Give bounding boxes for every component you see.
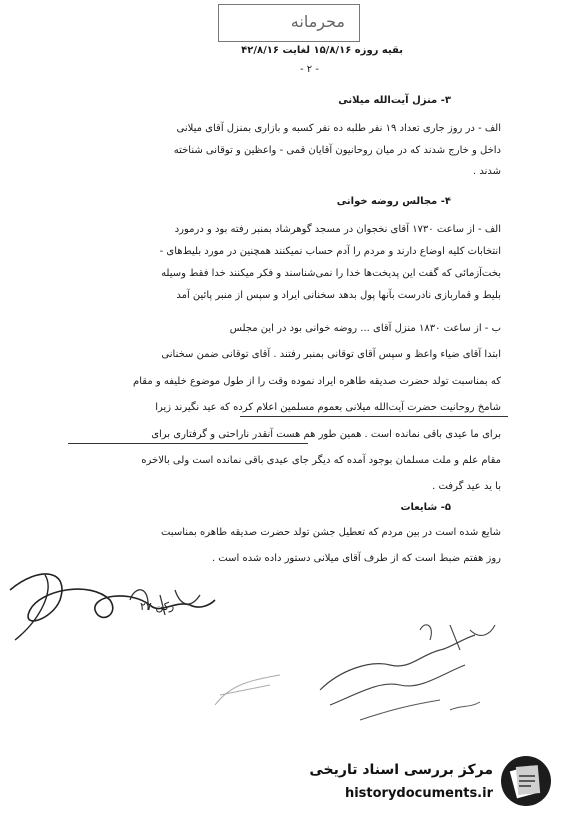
text-line: ابتدا آقای ضیاء واعظ و سپس آقای توقانی بمنبر رفتند . آقای توقانی ضمن سخنانی: [161, 349, 501, 360]
text-line: شایع شده است در بین مردم که تعطیل جشن تولد حضرت صدیقه طاهره بمناسبت: [160, 527, 501, 538]
stamp-label: محرمانه: [290, 12, 345, 31]
logo-emblem-icon: [499, 754, 553, 808]
text-line: مقام علم و ملت مسلمان بوجود آمده که دیگر جای عیدی باقی نمانده است ولی بالاخره: [141, 455, 501, 466]
section-title: ۳- منزل آیت‌الله میلانی: [338, 95, 451, 106]
signature-scribble-left: [0, 560, 230, 670]
section-title: ۴- مجالس روضه خوانی: [336, 196, 451, 207]
text-line: که بمناسبت تولد حضرت صدیقه طاهره ایراد نموده وقت را از طول موضوع خلیفه و مقام: [133, 376, 501, 387]
text-line: با ید عید گرفت .: [432, 481, 501, 492]
history-documents-logo: [275, 748, 563, 818]
text-line: بخت‌آزمائی که گفت این پدیخت‌ها خدا را نمی‌شناسند و فکر میکنند خدا فقط وسیله: [161, 268, 501, 279]
text-line: شدند .: [472, 166, 501, 177]
date-line: بقیه روزه ۱۵/۸/۱۶ لغایت ۴۲/۸/۱۶: [241, 45, 403, 56]
text-line: الف - از ساعت ۱۷۳۰ آقای نخجوان در مسجد گوهرشاد بمنبر رفته بود و درمورد: [174, 224, 501, 235]
logo-name: مرکز بررسی اسناد تاریخی: [309, 762, 493, 778]
text-line: روز هفتم ضبط است که از طرف آقای میلانی دستور داده شده است .: [211, 553, 501, 564]
handwritten-note: [300, 610, 520, 730]
text-line: برای ما عیدی باقی نمانده است . همین طور هم هست آنقدر ناراحتی و گرفتاری برای: [151, 429, 501, 440]
text-line: انتخابات کلیه اوضاع دارند و مردم را آدم حساب نمیکنند همچنین در مورد بلیط‌های -: [159, 246, 501, 257]
text-line: بلیط و قماربازی نادرست بآنها پول بدهد سخنانی ایراد و سپس از منبر پائین آمد: [176, 290, 501, 301]
underline: [68, 443, 308, 444]
text-line: شامخ روحانیت حضرت آیت‌الله میلانی بعموم مسلمین اعلام کرده که عید نگیرند زیرا: [155, 402, 501, 413]
faint-mark: [210, 665, 290, 715]
signature-label: رکن ۲۷: [140, 600, 175, 613]
underline: [240, 416, 508, 417]
logo-url: historydocuments.ir: [344, 786, 493, 801]
confidential-stamp: [218, 4, 360, 42]
text-line: ب - از ساعت ۱۸۳۰ منزل آقای ... روضه خوانی بود در این مجلس: [229, 323, 501, 334]
text-line: الف - در روز جاری تعداد ۱۹ نفر طلبه ده نفر کسبه و بازاری بمنزل آقای میلانی: [176, 123, 501, 134]
page-number: - ۲ -: [300, 64, 319, 75]
section-title: ۵- شایعات: [400, 502, 451, 513]
text-line: داخل و خارج شدند که در میان روحانیون آقایان قمی - واعظین و توقانی شناخته: [173, 145, 501, 156]
